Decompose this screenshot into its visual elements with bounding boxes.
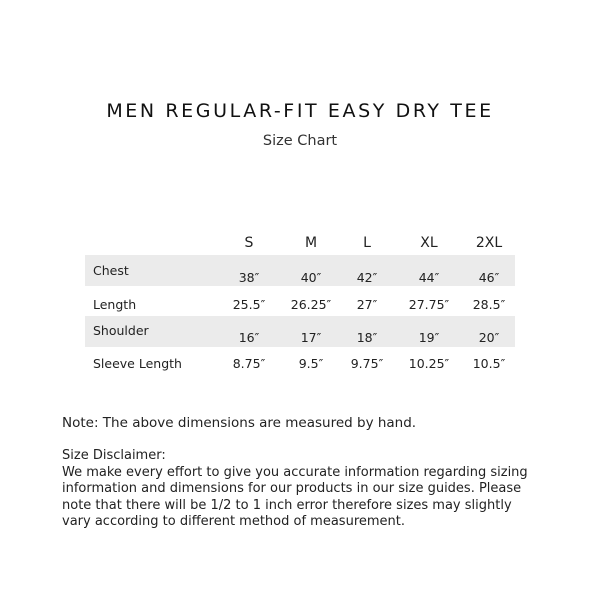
table-cell: 10.5″ bbox=[472, 356, 506, 371]
page-title: MEN REGULAR-FIT EASY DRY TEE bbox=[106, 100, 494, 122]
table-cell: 28.5″ bbox=[472, 297, 506, 312]
table-cell: 19″ bbox=[418, 330, 440, 345]
table-cell: 16″ bbox=[238, 330, 260, 345]
table-cell: 9.5″ bbox=[298, 356, 324, 371]
table-cell: 26.25″ bbox=[290, 297, 332, 312]
table-cell: 42″ bbox=[356, 270, 378, 285]
measurement-note: Note: The above dimensions are measured by hand. bbox=[62, 415, 417, 431]
size-disclaimer bbox=[62, 448, 542, 531]
column-header-s: S bbox=[244, 235, 254, 251]
table-cell: 27.75″ bbox=[408, 297, 450, 312]
table-cell: 25.5″ bbox=[232, 297, 266, 312]
column-header-2xl: 2XL bbox=[475, 235, 503, 251]
column-header-m: M bbox=[304, 235, 318, 251]
table-cell: 9.75″ bbox=[350, 356, 384, 371]
disclaimer-body: We make every effort to give you accurate information regarding sizing information and dimensions for our products in our size guides. Please note that there will be 1/2 to 1 inch error therefore sizes may slightly vary according to different method of measurement. bbox=[62, 464, 528, 529]
column-header-l: L bbox=[363, 235, 371, 251]
table-cell: 20″ bbox=[478, 330, 500, 345]
table-cell: 8.75″ bbox=[232, 356, 266, 371]
table-cell: 17″ bbox=[300, 330, 322, 345]
table-cell: 40″ bbox=[300, 270, 322, 285]
table-cell: 38″ bbox=[238, 270, 260, 285]
row-label: Sleeve Length bbox=[93, 356, 182, 371]
column-header-xl: XL bbox=[420, 235, 438, 251]
table-cell: 46″ bbox=[478, 270, 500, 285]
table-cell: 18″ bbox=[356, 330, 378, 345]
table-cell: 44″ bbox=[418, 270, 440, 285]
row-label: Shoulder bbox=[93, 323, 149, 338]
table-cell: 10.25″ bbox=[408, 356, 450, 371]
row-label: Chest bbox=[93, 263, 129, 278]
disclaimer-heading: Size Disclaimer: bbox=[62, 448, 166, 463]
row-label: Length bbox=[93, 297, 137, 312]
table-cell: 27″ bbox=[356, 297, 378, 312]
page-subtitle: Size Chart bbox=[262, 133, 338, 149]
